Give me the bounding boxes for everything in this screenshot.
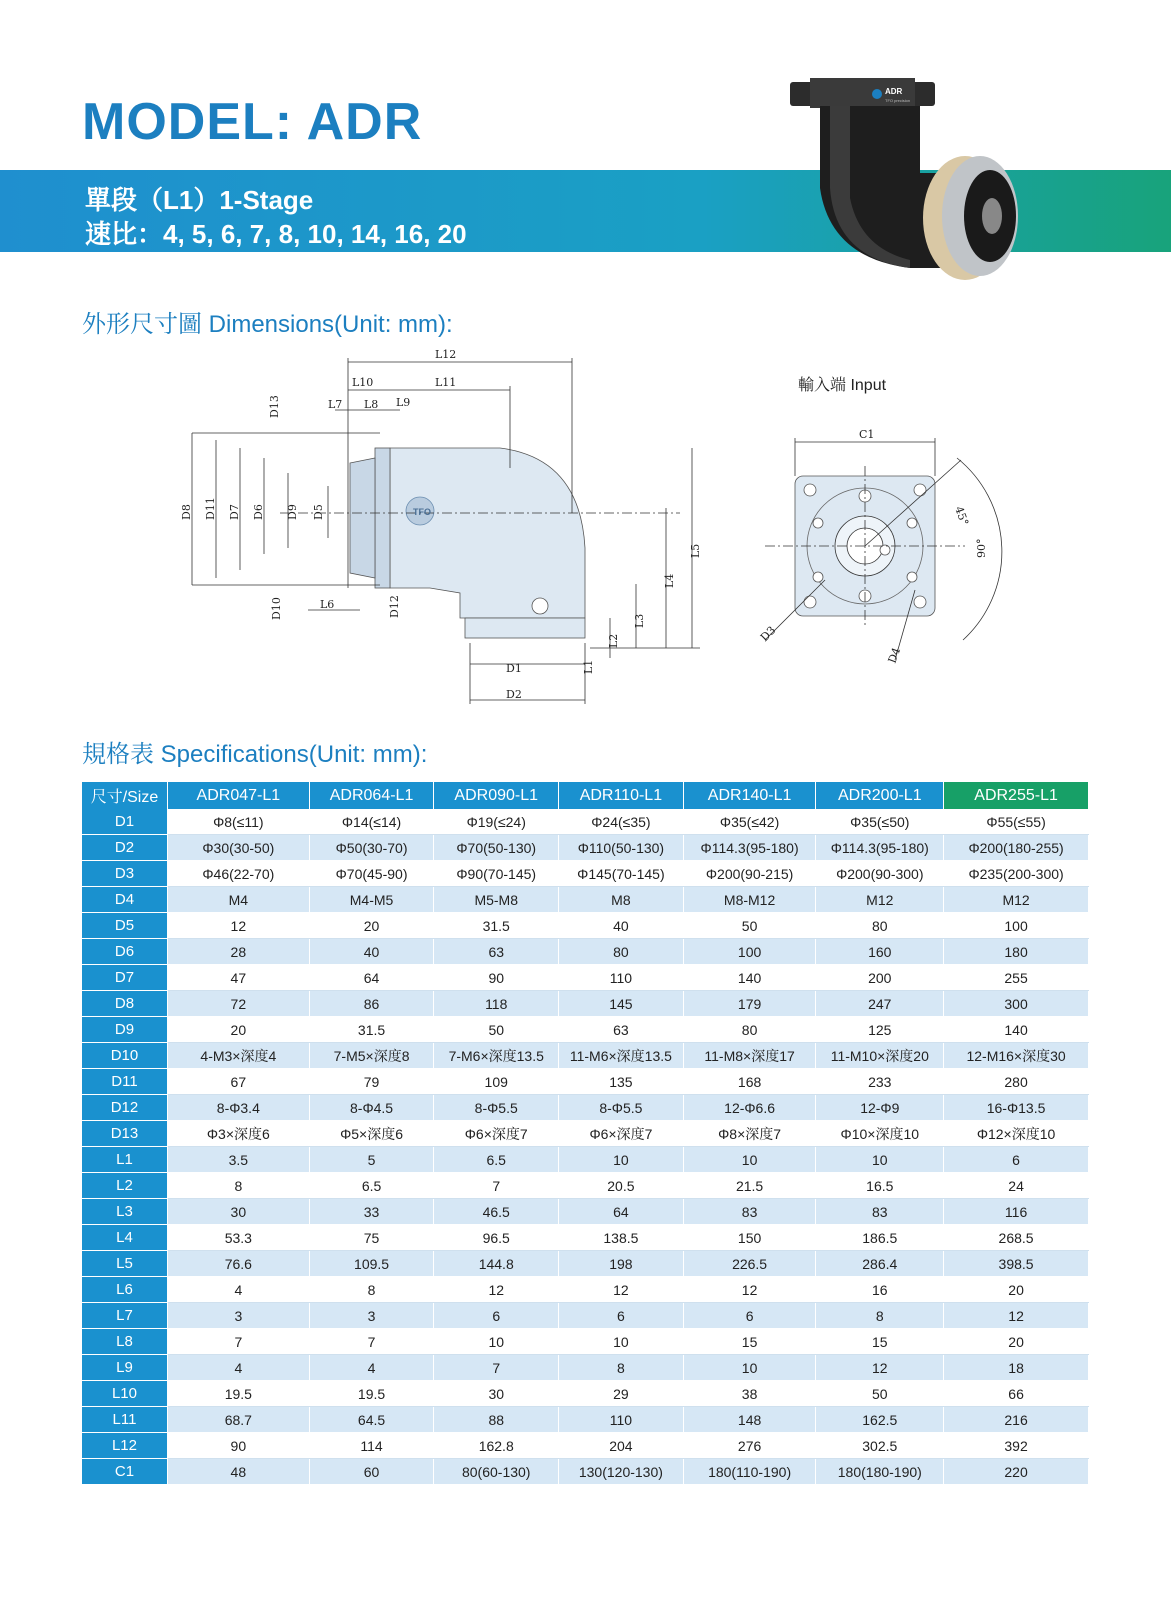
table-cell: 12: [944, 1303, 1089, 1329]
table-cell: 86: [309, 991, 434, 1017]
table-cell: Φ55(≤55): [944, 809, 1089, 835]
label-l12: L12: [435, 348, 457, 361]
table-cell: 10: [816, 1147, 944, 1173]
table-cell: 8: [309, 1277, 434, 1303]
table-row: [82, 939, 1089, 965]
table-cell: 20: [309, 913, 434, 939]
table-cell: 83: [816, 1199, 944, 1225]
table-cell: 68.7: [167, 1407, 309, 1433]
table-cell: 47: [167, 965, 309, 991]
table-cell: 20: [944, 1277, 1089, 1303]
table-cell: 18: [944, 1355, 1089, 1381]
table-cell: 6: [683, 1303, 816, 1329]
table-cell: 255: [944, 965, 1089, 991]
dimensions-title: 外形尺寸圖 Dimensions(Unit: mm):: [82, 311, 453, 338]
table-row: [82, 1381, 1089, 1407]
model-column-header: ADR140-L1: [683, 782, 816, 809]
product-photo: [790, 78, 1030, 278]
label-d10: D10: [270, 597, 283, 620]
label-d12: D12: [388, 595, 401, 618]
label-d9: D9: [286, 504, 299, 520]
label-l7: L7: [328, 398, 343, 411]
table-row: [82, 991, 1089, 1017]
table-cell: 20.5: [559, 1173, 684, 1199]
table-cell: 16: [816, 1277, 944, 1303]
table-cell: Φ6×深度7: [559, 1121, 684, 1147]
table-row: [82, 1329, 1089, 1355]
label-d13: D13: [268, 395, 281, 418]
stage-label: 單段（L1）1-Stage: [85, 185, 314, 215]
table-cell: 286.4: [816, 1251, 944, 1277]
table-cell: 198: [559, 1251, 684, 1277]
table-cell: 247: [816, 991, 944, 1017]
table-cell: Φ8(≤11): [167, 809, 309, 835]
table-cell: M4-M5: [309, 887, 434, 913]
table-cell: 135: [559, 1069, 684, 1095]
table-cell: 38: [683, 1381, 816, 1407]
table-cell: Φ200(90-300): [816, 861, 944, 887]
table-cell: 7: [434, 1355, 559, 1381]
table-cell: 31.5: [309, 1017, 434, 1043]
table-cell: Φ19(≤24): [434, 809, 559, 835]
row-label: C1: [82, 1459, 167, 1485]
label-d4: D4: [885, 645, 904, 666]
row-label: L10: [82, 1381, 167, 1407]
table-cell: 80(60-130): [434, 1459, 559, 1485]
table-cell: 64: [309, 965, 434, 991]
table-cell: 80: [559, 939, 684, 965]
table-cell: 186.5: [816, 1225, 944, 1251]
table-cell: 216: [944, 1407, 1089, 1433]
model-column-header: ADR064-L1: [309, 782, 434, 809]
label-l1: L1: [582, 659, 595, 674]
table-row: [82, 887, 1089, 913]
row-label: L2: [82, 1173, 167, 1199]
table-cell: 114: [309, 1433, 434, 1459]
table-cell: 15: [816, 1329, 944, 1355]
table-cell: Φ12×深度10: [944, 1121, 1089, 1147]
table-cell: 75: [309, 1225, 434, 1251]
row-label: L5: [82, 1251, 167, 1277]
table-cell: 12: [559, 1277, 684, 1303]
table-cell: Φ235(200-300): [944, 861, 1089, 887]
table-cell: 148: [683, 1407, 816, 1433]
table-cell: 280: [944, 1069, 1089, 1095]
table-cell: M8: [559, 887, 684, 913]
table-cell: 302.5: [816, 1433, 944, 1459]
table-cell: 20: [944, 1329, 1089, 1355]
table-cell: 300: [944, 991, 1089, 1017]
table-cell: 90: [167, 1433, 309, 1459]
table-cell: 64.5: [309, 1407, 434, 1433]
table-cell: Φ70(50-130): [434, 835, 559, 861]
table-cell: 179: [683, 991, 816, 1017]
table-cell: 8: [559, 1355, 684, 1381]
table-cell: 268.5: [944, 1225, 1089, 1251]
table-cell: 67: [167, 1069, 309, 1095]
table-cell: 3: [309, 1303, 434, 1329]
table-cell: Φ46(22-70): [167, 861, 309, 887]
table-cell: 12: [816, 1355, 944, 1381]
table-cell: 20: [167, 1017, 309, 1043]
table-cell: 4-M3×深度4: [167, 1043, 309, 1069]
row-label: L1: [82, 1147, 167, 1173]
table-cell: Φ6×深度7: [434, 1121, 559, 1147]
table-cell: 7: [434, 1173, 559, 1199]
table-cell: 392: [944, 1433, 1089, 1459]
table-cell: 11-M10×深度20: [816, 1043, 944, 1069]
table-cell: 64: [559, 1199, 684, 1225]
table-cell: 12: [167, 913, 309, 939]
table-cell: 10: [683, 1147, 816, 1173]
row-label: D7: [82, 965, 167, 991]
label-d5: D5: [312, 504, 325, 520]
table-cell: 204: [559, 1433, 684, 1459]
label-l6: L6: [320, 598, 335, 611]
table-cell: 7-M6×深度13.5: [434, 1043, 559, 1069]
side-view-drawing: [180, 348, 740, 720]
label-l5: L5: [689, 543, 702, 558]
page-title: MODEL: ADR: [82, 93, 423, 151]
table-cell: 162.8: [434, 1433, 559, 1459]
label-d3: D3: [757, 623, 779, 645]
table-row: [82, 809, 1089, 835]
table-cell: 15: [683, 1329, 816, 1355]
label-l8: L8: [364, 398, 379, 411]
table-row: [82, 1433, 1089, 1459]
table-cell: 50: [434, 1017, 559, 1043]
table-cell: Φ24(≤35): [559, 809, 684, 835]
label-d1: D1: [506, 662, 522, 675]
table-row: [82, 861, 1089, 887]
table-row: [82, 1121, 1089, 1147]
table-cell: 80: [683, 1017, 816, 1043]
table-cell: 226.5: [683, 1251, 816, 1277]
table-row: [82, 1147, 1089, 1173]
table-cell: 90: [434, 965, 559, 991]
table-cell: Φ35(≤42): [683, 809, 816, 835]
row-label: L11: [82, 1407, 167, 1433]
table-cell: 8-Φ5.5: [434, 1095, 559, 1121]
table-cell: 180: [944, 939, 1089, 965]
model-column-header: ADR090-L1: [434, 782, 559, 809]
table-row: [82, 1069, 1089, 1095]
table-cell: 118: [434, 991, 559, 1017]
table-cell: 29: [559, 1381, 684, 1407]
table-cell: Φ35(≤50): [816, 809, 944, 835]
table-cell: 200: [816, 965, 944, 991]
table-cell: 11-M6×深度13.5: [559, 1043, 684, 1069]
table-cell: 83: [683, 1199, 816, 1225]
table-cell: 144.8: [434, 1251, 559, 1277]
table-cell: Φ114.3(95-180): [816, 835, 944, 861]
table-cell: 8-Φ3.4: [167, 1095, 309, 1121]
table-cell: 3.5: [167, 1147, 309, 1173]
row-label: D5: [82, 913, 167, 939]
table-cell: 19.5: [309, 1381, 434, 1407]
table-row: [82, 913, 1089, 939]
table-row: [82, 1277, 1089, 1303]
model-column-header: ADR200-L1: [816, 782, 944, 809]
row-label: D2: [82, 835, 167, 861]
table-row: [82, 1017, 1089, 1043]
table-cell: Φ114.3(95-180): [683, 835, 816, 861]
table-cell: 10: [434, 1329, 559, 1355]
table-cell: 8-Φ4.5: [309, 1095, 434, 1121]
label-d8: D8: [180, 504, 193, 520]
table-cell: 30: [167, 1199, 309, 1225]
table-cell: 168: [683, 1069, 816, 1095]
table-cell: 6: [434, 1303, 559, 1329]
table-cell: 7-M5×深度8: [309, 1043, 434, 1069]
table-cell: 110: [559, 965, 684, 991]
table-cell: 76.6: [167, 1251, 309, 1277]
table-cell: 6: [559, 1303, 684, 1329]
table-cell: 7: [309, 1329, 434, 1355]
table-cell: 88: [434, 1407, 559, 1433]
table-cell: 398.5: [944, 1251, 1089, 1277]
table-cell: 50: [683, 913, 816, 939]
label-l10: L10: [352, 376, 374, 389]
input-label: 輸入端 Input: [798, 377, 887, 394]
table-cell: 100: [944, 913, 1089, 939]
table-cell: 12-M16×深度30: [944, 1043, 1089, 1069]
table-row: [82, 1355, 1089, 1381]
model-column-header: ADR047-L1: [167, 782, 309, 809]
table-cell: M12: [944, 887, 1089, 913]
table-cell: 63: [434, 939, 559, 965]
table-cell: 140: [944, 1017, 1089, 1043]
table-cell: Φ145(70-145): [559, 861, 684, 887]
table-cell: 180(180-190): [816, 1459, 944, 1485]
table-cell: 40: [559, 913, 684, 939]
table-row: [82, 1225, 1089, 1251]
table-cell: 7: [167, 1329, 309, 1355]
table-row: [82, 965, 1089, 991]
table-cell: 150: [683, 1225, 816, 1251]
table-cell: 276: [683, 1433, 816, 1459]
table-cell: Φ5×深度6: [309, 1121, 434, 1147]
table-row: [82, 835, 1089, 861]
table-cell: 145: [559, 991, 684, 1017]
label-l3: L3: [633, 613, 646, 628]
table-cell: 12-Φ9: [816, 1095, 944, 1121]
table-header-row: [82, 782, 1089, 809]
table-cell: 130(120-130): [559, 1459, 684, 1485]
table-cell: 12: [683, 1277, 816, 1303]
table-cell: Φ50(30-70): [309, 835, 434, 861]
table-cell: 116: [944, 1199, 1089, 1225]
table-cell: M4: [167, 887, 309, 913]
table-cell: 162.5: [816, 1407, 944, 1433]
row-label: L7: [82, 1303, 167, 1329]
table-cell: 109: [434, 1069, 559, 1095]
table-cell: 40: [309, 939, 434, 965]
row-label: D12: [82, 1095, 167, 1121]
row-label: L12: [82, 1433, 167, 1459]
table-cell: 79: [309, 1069, 434, 1095]
label-d7: D7: [228, 504, 241, 520]
table-cell: 138.5: [559, 1225, 684, 1251]
table-cell: 66: [944, 1381, 1089, 1407]
row-label: L6: [82, 1277, 167, 1303]
label-l2: L2: [607, 633, 620, 648]
table-cell: 6.5: [309, 1173, 434, 1199]
row-label: D8: [82, 991, 167, 1017]
table-cell: 21.5: [683, 1173, 816, 1199]
model-column-header: ADR110-L1: [559, 782, 684, 809]
table-cell: Φ14(≤14): [309, 809, 434, 835]
table-cell: 180(110-190): [683, 1459, 816, 1485]
table-cell: Φ10×深度10: [816, 1121, 944, 1147]
table-cell: 110: [559, 1407, 684, 1433]
table-cell: 4: [167, 1277, 309, 1303]
table-cell: 3: [167, 1303, 309, 1329]
table-cell: 4: [309, 1355, 434, 1381]
label-45deg: 45°: [952, 504, 972, 528]
table-cell: M12: [816, 887, 944, 913]
table-cell: 125: [816, 1017, 944, 1043]
table-cell: 10: [683, 1355, 816, 1381]
row-label: L4: [82, 1225, 167, 1251]
table-cell: 4: [167, 1355, 309, 1381]
label-c1: C1: [859, 428, 875, 441]
table-cell: 48: [167, 1459, 309, 1485]
table-cell: 12-Φ6.6: [683, 1095, 816, 1121]
row-label: D9: [82, 1017, 167, 1043]
label-d6: D6: [252, 504, 265, 520]
table-cell: Φ3×深度6: [167, 1121, 309, 1147]
table-cell: 72: [167, 991, 309, 1017]
table-cell: 24: [944, 1173, 1089, 1199]
table-row: [82, 1095, 1089, 1121]
table-cell: Φ200(180-255): [944, 835, 1089, 861]
row-label: L3: [82, 1199, 167, 1225]
specs-title: 規格表 Specifications(Unit: mm):: [82, 741, 428, 768]
table-cell: 50: [816, 1381, 944, 1407]
table-cell: 100: [683, 939, 816, 965]
table-cell: 30: [434, 1381, 559, 1407]
table-cell: M5-M8: [434, 887, 559, 913]
input-view-drawing: [757, 428, 1025, 670]
row-label: D6: [82, 939, 167, 965]
table-cell: 16-Φ13.5: [944, 1095, 1089, 1121]
table-cell: 220: [944, 1459, 1089, 1485]
label-d11: D11: [204, 497, 217, 520]
table-row: [82, 1303, 1089, 1329]
label-l4: L4: [663, 573, 676, 588]
table-cell: 12: [434, 1277, 559, 1303]
table-cell: 33: [309, 1199, 434, 1225]
row-label: D1: [82, 809, 167, 835]
table-cell: 8: [816, 1303, 944, 1329]
table-cell: Φ30(30-50): [167, 835, 309, 861]
table-cell: Φ8×深度7: [683, 1121, 816, 1147]
table-cell: 8-Φ5.5: [559, 1095, 684, 1121]
model-column-header: ADR255-L1: [944, 782, 1089, 809]
label-l11: L11: [435, 376, 457, 389]
table-row: [82, 1407, 1089, 1433]
table-cell: 10: [559, 1147, 684, 1173]
row-label: D13: [82, 1121, 167, 1147]
size-column-header: 尺寸/Size: [82, 782, 167, 809]
row-label: D10: [82, 1043, 167, 1069]
table-row: [82, 1251, 1089, 1277]
ratio-label: 速比：4, 5, 6, 7, 8, 10, 14, 16, 20: [85, 219, 467, 249]
drawing-logo: TFO: [413, 507, 431, 517]
table-cell: 109.5: [309, 1251, 434, 1277]
label-d2: D2: [506, 688, 522, 701]
table-cell: 5: [309, 1147, 434, 1173]
row-label: L8: [82, 1329, 167, 1355]
table-cell: 6: [944, 1147, 1089, 1173]
label-90deg: 90°: [975, 538, 988, 558]
table-cell: 28: [167, 939, 309, 965]
table-cell: Φ200(90-215): [683, 861, 816, 887]
table-cell: M8-M12: [683, 887, 816, 913]
table-cell: 80: [816, 913, 944, 939]
table-cell: 31.5: [434, 913, 559, 939]
table-row: [82, 1199, 1089, 1225]
table-cell: 53.3: [167, 1225, 309, 1251]
brand-text: ADR: [885, 87, 903, 96]
table-cell: 11-M8×深度17: [683, 1043, 816, 1069]
table-cell: Φ70(45-90): [309, 861, 434, 887]
row-label: D3: [82, 861, 167, 887]
row-label: L9: [82, 1355, 167, 1381]
table-cell: Φ110(50-130): [559, 835, 684, 861]
table-cell: 46.5: [434, 1199, 559, 1225]
brand-subtext: TFO precision: [885, 98, 911, 103]
table-row: [82, 1173, 1089, 1199]
label-l9: L9: [396, 396, 411, 409]
specifications-table: [82, 782, 1089, 1485]
table-cell: 160: [816, 939, 944, 965]
table-row: [82, 1459, 1089, 1485]
table-row: [82, 1043, 1089, 1069]
table-cell: 96.5: [434, 1225, 559, 1251]
table-cell: 16.5: [816, 1173, 944, 1199]
table-cell: 60: [309, 1459, 434, 1485]
table-cell: 233: [816, 1069, 944, 1095]
row-label: D4: [82, 887, 167, 913]
table-cell: 140: [683, 965, 816, 991]
row-label: D11: [82, 1069, 167, 1095]
table-cell: 63: [559, 1017, 684, 1043]
table-cell: 19.5: [167, 1381, 309, 1407]
table-cell: Φ90(70-145): [434, 861, 559, 887]
table-cell: 8: [167, 1173, 309, 1199]
table-cell: 6.5: [434, 1147, 559, 1173]
table-cell: 10: [559, 1329, 684, 1355]
